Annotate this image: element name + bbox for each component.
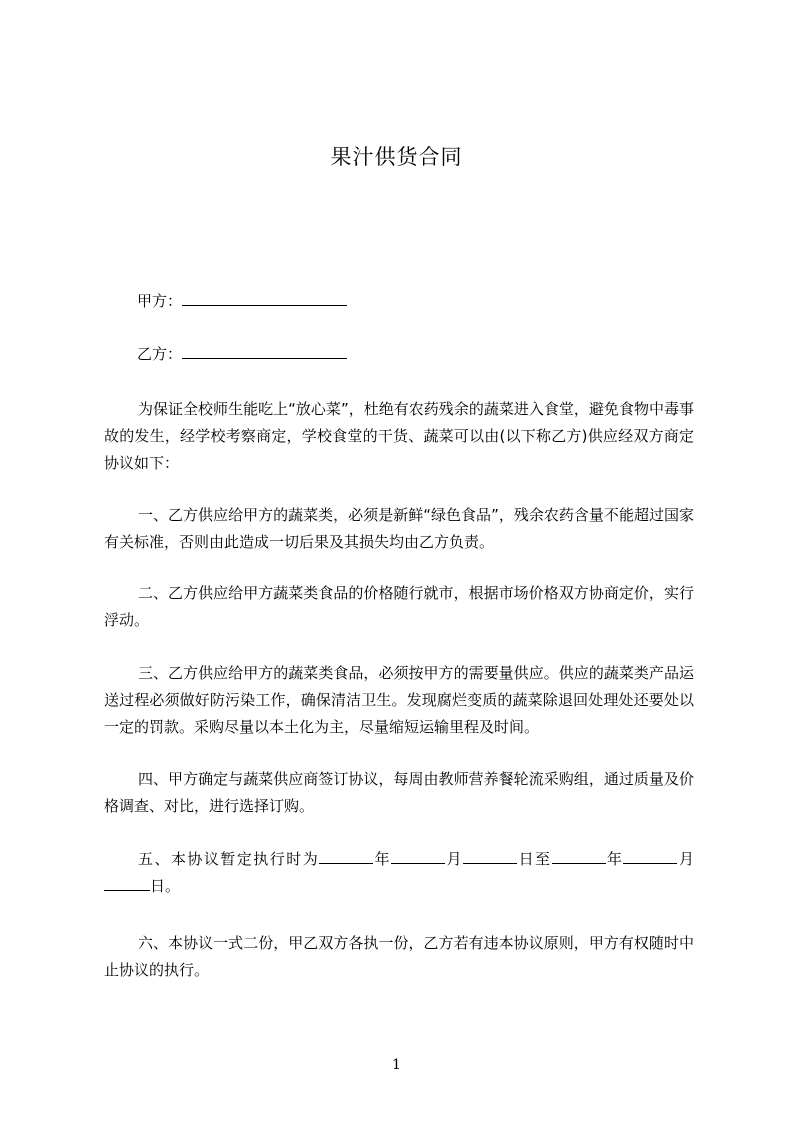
start-month-label: 月: [445, 850, 464, 868]
start-year-label: 年: [373, 850, 392, 868]
clause-4: 四、甲方确定与蔬菜供应商签订协议，每周由教师营养餐轮流采购组，通过质量及价格调查、对比，进行选择订购。: [104, 770, 694, 815]
end-year-blank: [552, 849, 606, 864]
end-month-blank: [623, 849, 677, 864]
start-month-blank: [391, 849, 445, 864]
clause-6: 六、本协议一式二份，甲乙双方各执一份，乙方若有违本协议原则，甲方有权随时中止协议的执行。: [104, 934, 694, 979]
clause-5-prefix: 五、本协议暂定执行时为: [138, 850, 320, 868]
end-year-label: 年: [605, 850, 624, 868]
start-day-blank: [463, 849, 517, 864]
party-a-label: 甲方：: [137, 292, 183, 310]
start-day-label: 日至: [517, 850, 552, 868]
clause-2: 二、乙方供应给甲方蔬菜类食品的价格随行就市，根据市场价格双方协商定价，实行浮动。: [104, 584, 694, 629]
end-month-label: 月: [677, 850, 694, 868]
end-day-blank: [104, 876, 150, 891]
clause-1: 一、乙方供应给甲方的蔬菜类，必须是新鲜“绿色食品”，残余农药含量不能超过国家有关标准，否则由此造成一切后果及其损失均由乙方负责。: [104, 506, 694, 551]
clause-5: [104, 846, 694, 900]
party-a-blank: [182, 290, 347, 306]
clause-3: 三、乙方供应给甲方的蔬菜类食品，必须按甲方的需要量供应。供应的蔬菜类产品运送过程必须做好防污染工作，确保清洁卫生。发现腐烂变质的蔬菜除退回处理处还要处以一定的罚款。采购尽量以本土化为主，尽量缩短运输里程及时间。: [104, 664, 694, 736]
party-a-line: [137, 290, 347, 312]
intro-paragraph: 为保证全校师生能吃上“放心菜”，杜绝有农药残余的蔬菜进入食堂，避免食物中毒事故的发生，经学校考察商定，学校食堂的干货、蔬菜可以由(以下称乙方)供应经双方商定协议如下：: [104, 400, 694, 472]
party-b-line: [137, 343, 347, 365]
party-b-label: 乙方：: [137, 345, 183, 363]
end-day-label: 日。: [150, 877, 181, 895]
page-number: 1: [392, 1057, 401, 1073]
document-title: 果汁供货合同: [330, 145, 463, 169]
start-year-blank: [319, 849, 373, 864]
party-b-blank: [182, 343, 347, 359]
